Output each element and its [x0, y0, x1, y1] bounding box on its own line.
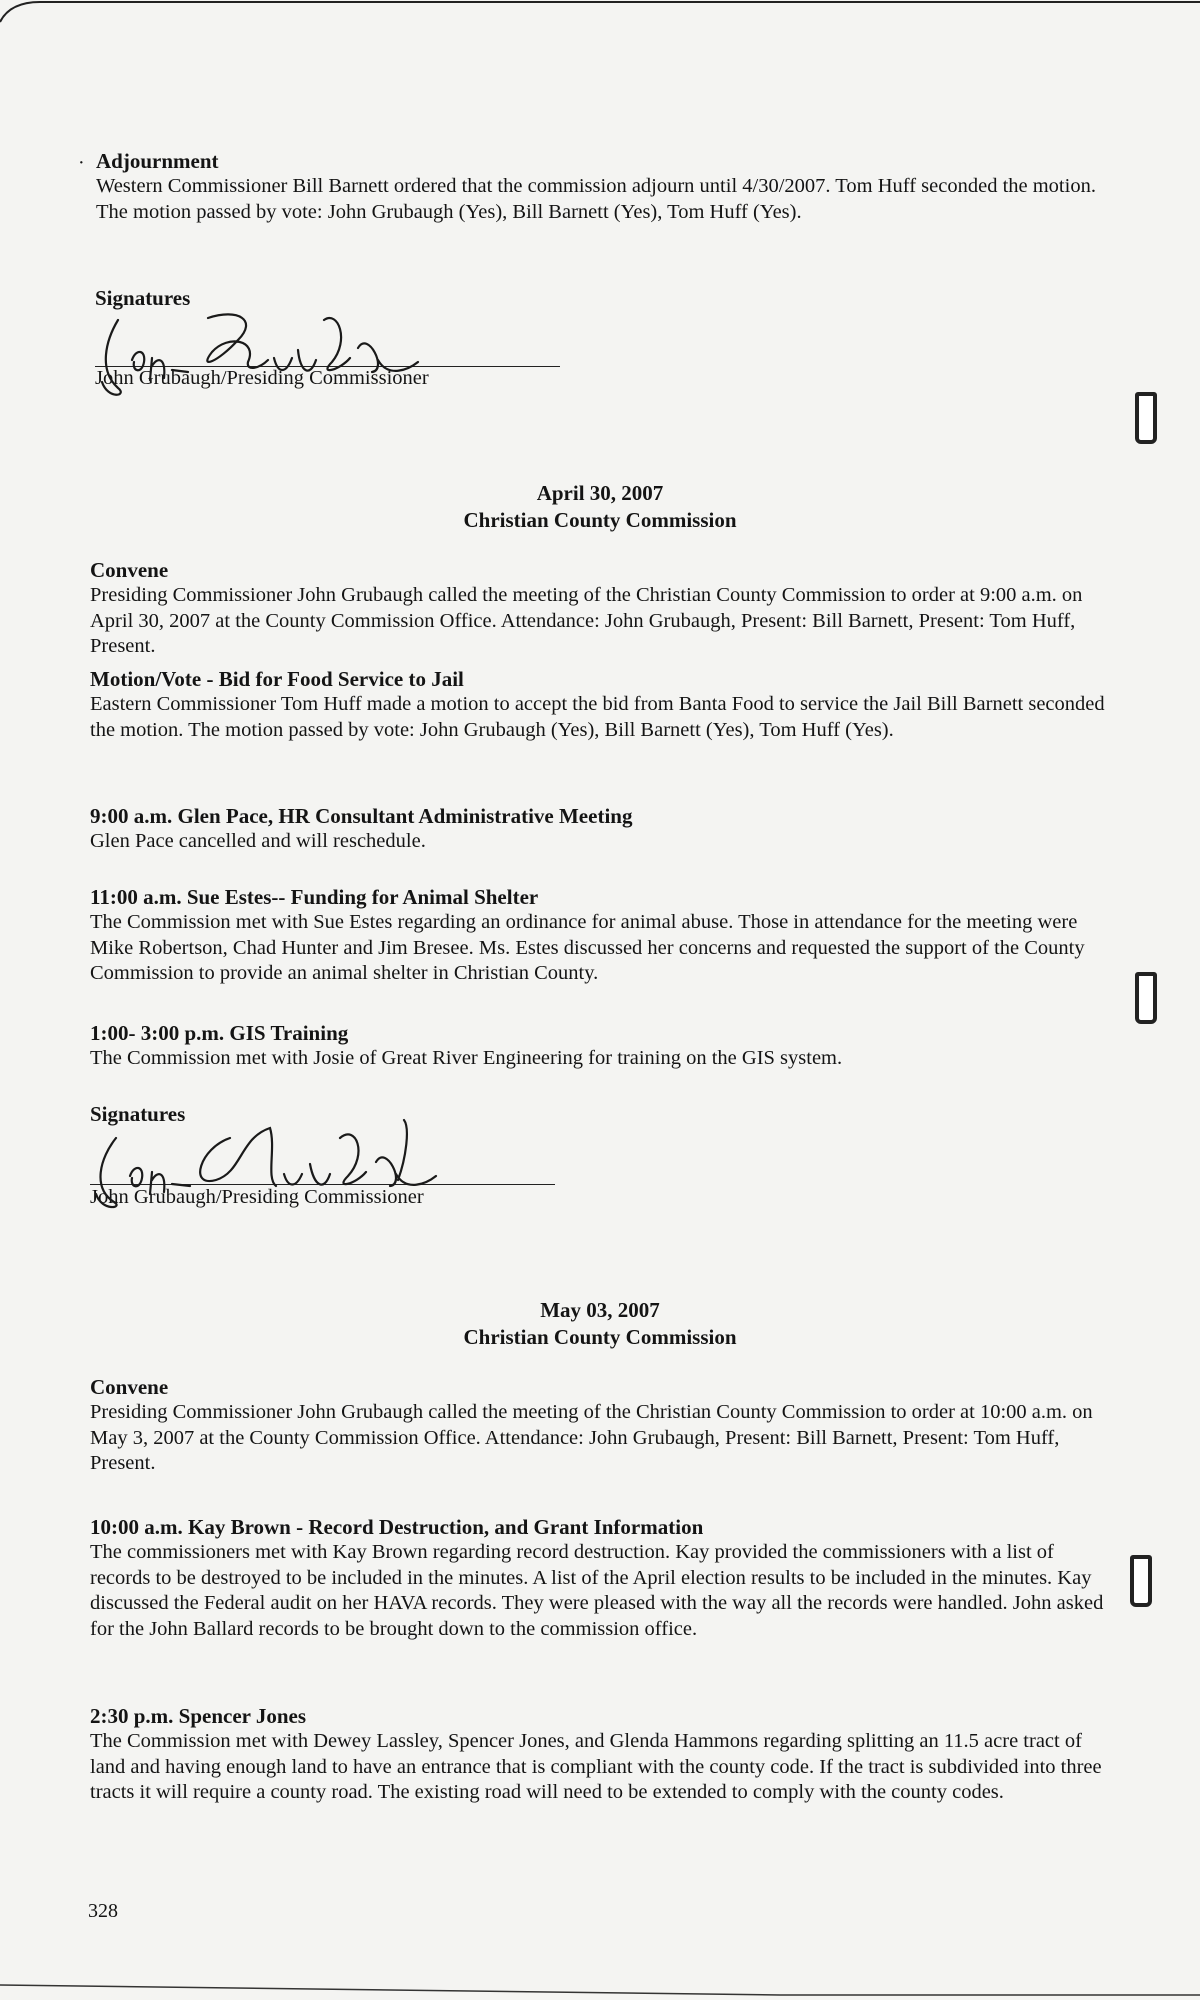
- meeting1-food-service-heading: Motion/Vote - Bid for Food Service to Jail: [90, 667, 464, 691]
- scan-edge-top: [0, 0, 1200, 40]
- meeting2-body: Christian County Commission: [463, 1325, 737, 1349]
- meeting1-sue-estes-heading: 11:00 a.m. Sue Estes-- Funding for Animal Shelter: [90, 885, 539, 909]
- meeting2-date: May 03, 2007: [540, 1298, 660, 1322]
- meeting2-kay-brown: [90, 1514, 1115, 1642]
- meeting1-food-service-text: Eastern Commissioner Tom Huff made a motion to accept the bid from Banta Food to service the Jail Bill Barnett seconded the motion. The motion passed by vote: John Grubaugh (Yes), Bill Barnett (Yes), Tom Huff (Yes).: [90, 693, 1105, 741]
- binder-mark-1: [1135, 392, 1157, 444]
- signatures-label-1: Signatures: [95, 286, 191, 310]
- meeting1-gis-training-text: The Commission met with Josie of Great River Engineering for training on the GIS system.: [90, 1047, 843, 1069]
- adjournment-text: Western Commissioner Bill Barnett ordered that the commission adjourn until 4/30/2007. Tom Huff seconded the motion. The motion passed by vote: John Grubaugh (Yes), Bill Barnett (Yes), Tom Huff (Yes).: [96, 175, 1096, 223]
- meeting1-body: Christian County Commission: [463, 508, 737, 532]
- meeting2-convene: [90, 1374, 1115, 1477]
- binder-mark-2: [1135, 972, 1157, 1024]
- meeting2-convene-text: Presiding Commissioner John Grubaugh called the meeting of the Christian County Commission to order at 10:00 a.m. on May 3, 2007 at the County Commission Office. Attendance: John Grubaugh, Present: Bill Barnett, Present: Tom Huff, Present.: [90, 1401, 1093, 1474]
- meeting2-spencer-jones-text: The Commission met with Dewey Lassley, Spencer Jones, and Glenda Hammons regarding splitting an 11.5 acre tract of land and having enough land to have an entrance that is compliant with the county code. If the tract is subdivided into three tracts it will require a county road. The existing road will need to be extended to comply with the county codes.: [90, 1730, 1102, 1803]
- meeting1-convene-text: Presiding Commissioner John Grubaugh called the meeting of the Christian County Commission to order at 9:00 a.m. on April 30, 2007 at the County Commission Office. Attendance: John Grubaugh, Present: Bill Barnett, Present: Tom Huff, Present.: [90, 584, 1083, 657]
- meeting2-convene-heading: Convene: [90, 1375, 169, 1399]
- meeting1-glen-pace-text: Glen Pace cancelled and will reschedule.: [90, 830, 426, 852]
- meeting1-sue-estes: [90, 884, 1115, 987]
- signature-name-1: John Grubaugh/Presiding Commissioner: [95, 367, 429, 389]
- binder-mark-3: [1130, 1555, 1152, 1607]
- adjournment-heading: Adjournment: [96, 149, 219, 173]
- meeting2-kay-brown-text: The commissioners met with Kay Brown regarding record destruction. Kay provided the commissioners with a list of records to be destroyed to be included in the minutes. A list of the April election results to be included in the minutes. Kay discussed the Federal audit on her HAVA records. They were pleased with the way all the records were handled. John asked for the John Ballard records to be brought down to the commission office.: [90, 1541, 1104, 1640]
- handwritten-signature-2: [80, 1108, 480, 1218]
- signature-name-2: John Grubaugh/Presiding Commissioner: [90, 1186, 424, 1208]
- scan-edge-bottom: [0, 1975, 1200, 2000]
- meeting2-spencer-jones: [90, 1703, 1115, 1806]
- handwritten-signature-1: [88, 300, 468, 410]
- meeting1-date: April 30, 2007: [536, 481, 664, 505]
- meeting1-glen-pace-heading: 9:00 a.m. Glen Pace, HR Consultant Administrative Meeting: [90, 804, 633, 828]
- meeting1-food-service: [90, 666, 1115, 743]
- meeting1-convene: [90, 557, 1115, 660]
- meeting2-spencer-jones-heading: 2:30 p.m. Spencer Jones: [90, 1704, 307, 1728]
- meeting1-glen-pace: [90, 803, 1115, 855]
- meeting1-gis-training: [90, 1020, 1115, 1072]
- meeting2-kay-brown-heading: 10:00 a.m. Kay Brown - Record Destruction, and Grant Information: [90, 1515, 704, 1539]
- meeting1-gis-training-heading: 1:00- 3:00 p.m. GIS Training: [90, 1021, 349, 1045]
- adjournment-section: [96, 148, 1121, 225]
- page-number: 328: [88, 1900, 118, 1922]
- meeting1-convene-heading: Convene: [90, 558, 169, 582]
- meeting1-sue-estes-text: The Commission met with Sue Estes regarding an ordinance for animal abuse. Those in attendance for the meeting were Mike Robertson, Chad Hunter and Jim Bresee. Ms. Estes discussed her concerns and requested the support of the County Commission to provide an animal shelter in Christian County.: [90, 911, 1085, 984]
- bullet-mark: ·: [78, 152, 85, 174]
- signatures-label-2: Signatures: [90, 1102, 186, 1126]
